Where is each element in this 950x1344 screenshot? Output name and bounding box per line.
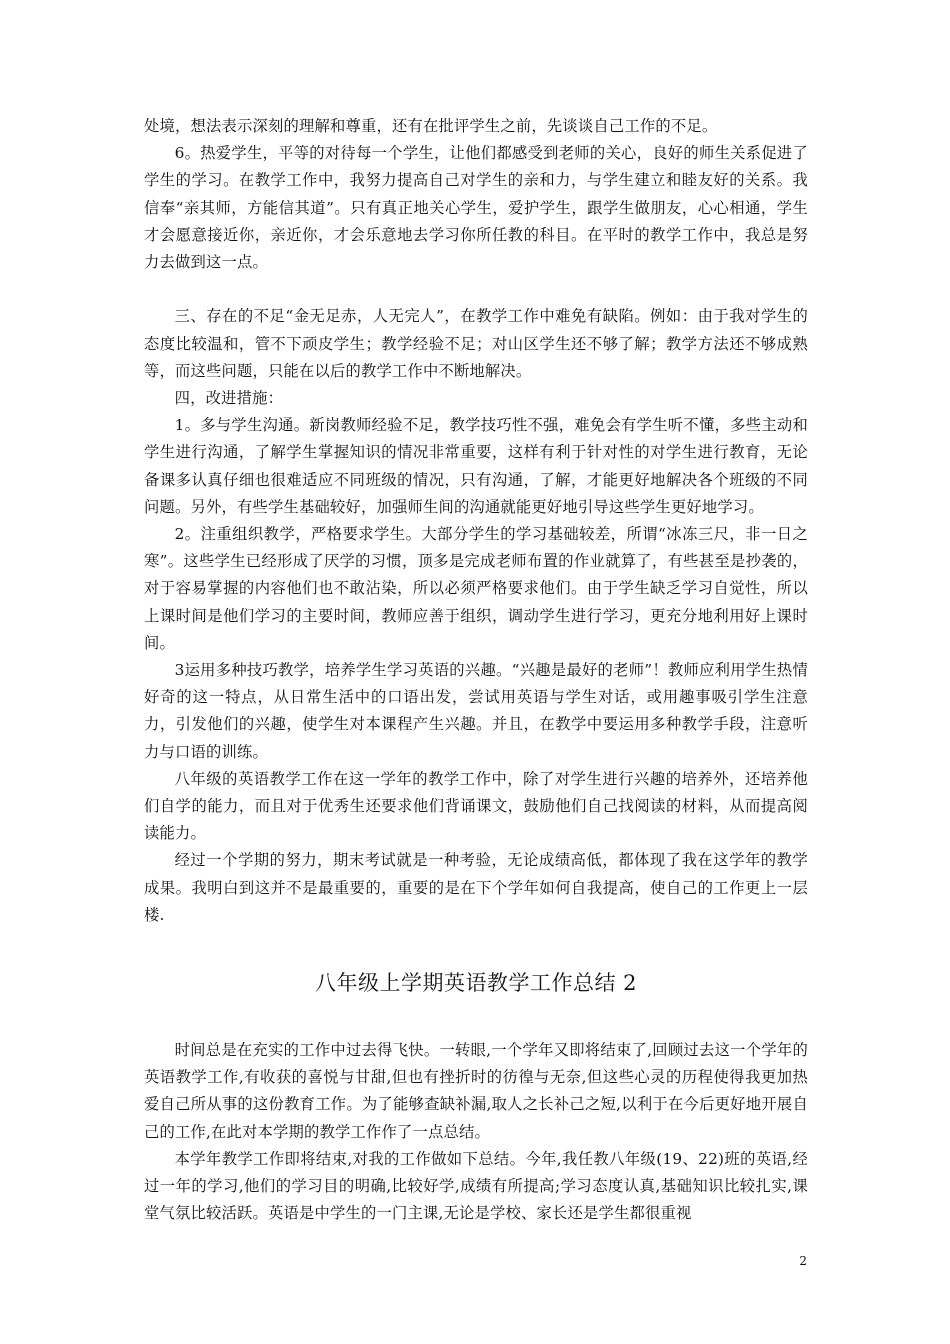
paragraph: 处境，想法表示深刻的理解和尊重，还有在批评学生之前，先谈谈自己工作的不足。 (144, 117, 718, 135)
page-number: 2 (799, 1254, 807, 1268)
blank-line (144, 276, 808, 303)
paragraph: 时间总是在充实的工作中过去得飞快。一转眼,一个学年又即将结束了,回顾过去这一个学年的英语教学工作,有收获的喜悦与甘甜,但也有挫折时的彷徨与无奈,但这些心灵的历程使得我更加热爱自己所从事的这份教育工作。为了能够查缺补漏,取人之长补己之短,以利于在今后更好地开展自己的工作,在此对本学期的教学工作作了一点总结。 (144, 1041, 808, 1141)
paragraph: 八年级的英语教学工作在这一学年的教学工作中，除了对学生进行兴趣的培养外，还培养他们自学的能力，而且对于优秀生还要求他们背诵课文，鼓励他们自己找阅读的材料，从而提高阅读能力。 (144, 769, 808, 843)
section-1-body (144, 113, 808, 929)
paragraph: 6。热爱学生，平等的对待每一个学生，让他们都感受到老师的关心，良好的师生关系促进了学生的学习。在教学工作中，我努力提高自己对学生的亲和力，与学生建立和睦友好的关系。我信奉“亲其师，方能信其道”。只有真正地关心学生，爱护学生，跟学生做朋友，心心相通，学生才会愿意接近你，亲近你，才会乐意地去学习你所任教的科目。在平时的教学工作中，我总是努力去做到这一点。 (144, 144, 808, 272)
section-title: 八年级上学期英语教学工作总结 2 (314, 971, 638, 995)
paragraph: 四，改进措施： (174, 389, 284, 408)
paragraph: 三、存在的不足“金无足赤，人无完人”，在教学工作中难免有缺陷。例如：由于我对学生的态度比较温和，管不下顽皮学生；教学经验不足；对山区学生还不够了解；教学方法还不够成熟等，而这些问题，只能在以后的教学工作中不断地解决。 (144, 307, 808, 380)
section-2-body (144, 1037, 808, 1227)
paragraph: 经过一个学期的努力，期末考试就是一种考验，无论成绩高低，都体现了我在这学年的教学成果。我明白到这并不是最重要的，重要的是在下个学年如何自我提高，使自己的工作更上一层楼. (144, 851, 808, 924)
paragraph: 3运用多种技巧教学，培养学生学习英语的兴趣。“兴趣是最好的老师”！教师应利用学生热情好奇的这一特点，从日常生活中的口语出发，尝试用英语与学生对话，或用趣事吸引学生注意力，引发他们的兴趣，使学生对本课程产生兴趣。并且，在教学中要运用多种教学手段，注意听力与口语的训练。 (144, 661, 808, 761)
paragraph: 1。多与学生沟通。新岗教师经验不足，教学技巧性不强，难免会有学生听不懂，多些主动和学生进行沟通，了解学生掌握知识的情况非常重要，这样有利于针对性的对学生进行教育，无论备课多认真仔细也很难适应不同班级的情况，只有沟通，了解，才能更好地解决各个班级的不同问题。另外，有些学生基础较好，加强师生间的沟通就能更好地引导这些学生更好地学习。 (144, 416, 808, 516)
paragraph: 2。注重组织教学，严格要求学生。大部分学生的学习基础较差，所谓“冰冻三尺，非一日之寒”。这些学生已经形成了厌学的习惯，顶多是完成老师布置的作业就算了，有些甚至是抄袭的，对于容易掌握的内容他们也不敢沾染，所以必须严格要求他们。由于学生缺乏学习自觉性，所以上课时间是他们学习的主要时间，教师应善于组织，调动学生进行学习，更充分地利用好上课时间。 (144, 525, 808, 652)
paragraph: 本学年教学工作即将结束,对我的工作做如下总结。今年,我任教八年级(19、22)班的英语,经过一年的学习,他们的学习目的明确,比较好学,成绩有所提高;学习态度认真,基础知识比较扎实,课堂气氛比较活跃。英语是中学生的一门主课,无论是学校、家长还是学生都很重视 (144, 1149, 808, 1223)
